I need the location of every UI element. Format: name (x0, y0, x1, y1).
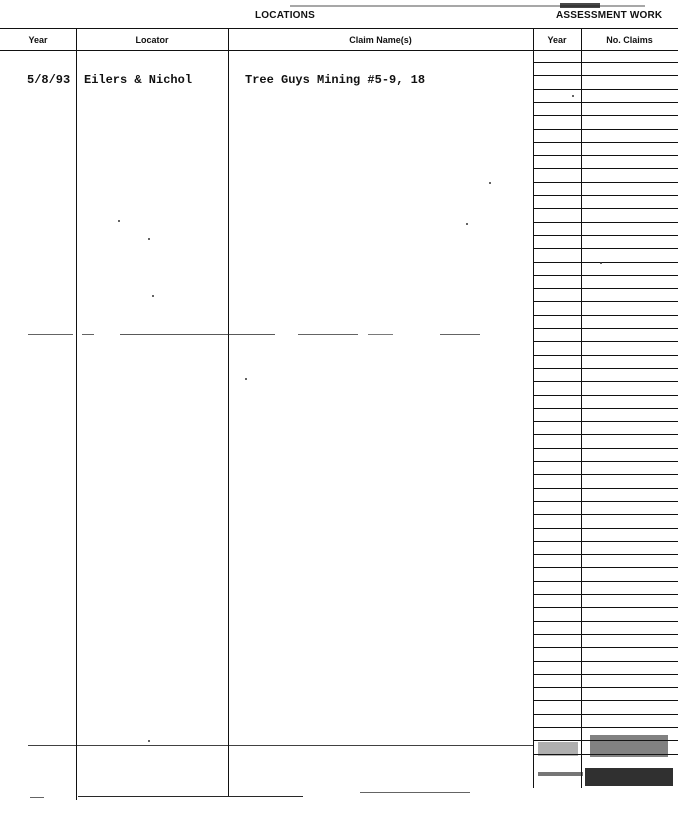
assessment-row-rule (533, 341, 678, 342)
scan-speck (600, 262, 602, 264)
assessment-work-grid (533, 52, 678, 792)
assessment-row-rule (533, 195, 678, 196)
assessment-row-rule (533, 62, 678, 63)
scan-blotch (590, 735, 668, 757)
assessment-row-rule (533, 621, 678, 622)
locations-section-title: LOCATIONS (255, 10, 315, 21)
assessment-row-rule (533, 129, 678, 130)
fold-line (82, 334, 94, 335)
assessment-row-rule (533, 381, 678, 382)
scan-speck (245, 378, 247, 380)
assessment-row-rule (533, 89, 678, 90)
scan-blotch (538, 742, 578, 756)
assessment-row-rule (533, 315, 678, 316)
fold-line (368, 334, 393, 335)
assessment-row-rule (533, 661, 678, 662)
scan-artifact (560, 3, 600, 8)
scan-blotch (538, 772, 583, 776)
assessment-row-rule (533, 288, 678, 289)
assessment-row-rule (533, 301, 678, 302)
column-header-year: Year (28, 35, 48, 45)
assessment-row-rule (533, 594, 678, 595)
scan-speck (118, 220, 120, 222)
fold-line (28, 334, 73, 335)
assessment-row-rule (533, 102, 678, 103)
assessment-row-rule (533, 182, 678, 183)
column-header-claim-names: Claim Name(s) (349, 35, 412, 45)
bottom-border (78, 796, 303, 797)
assessment-row-rule (533, 567, 678, 568)
bottom-border-dash (360, 792, 470, 793)
assessment-row-rule (533, 142, 678, 143)
assessment-row-rule (533, 168, 678, 169)
scan-speck (148, 740, 150, 742)
assessment-row-rule (533, 115, 678, 116)
scan-speck (489, 182, 491, 184)
column-divider-year-locator (76, 28, 77, 800)
scan-speck (466, 223, 468, 225)
assessment-row-rule (533, 262, 678, 263)
header-top-border (0, 28, 678, 29)
assessment-row-rule (533, 714, 678, 715)
assessment-row-rule (533, 474, 678, 475)
row-1-locator: Eilers & Nichol (84, 73, 193, 87)
assessment-row-rule (533, 727, 678, 728)
fold-line (440, 334, 480, 335)
assessment-row-rule (533, 448, 678, 449)
assessment-row-rule (533, 235, 678, 236)
header-bottom-border (0, 50, 678, 51)
assessment-row-rule (533, 75, 678, 76)
column-header-locator: Locator (135, 35, 169, 45)
assessment-row-rule (533, 700, 678, 701)
column-header-assessment-year: Year (547, 35, 567, 45)
assessment-row-rule (533, 222, 678, 223)
assessment-row-rule (533, 421, 678, 422)
row-1-claim-names: Tree Guys Mining #5-9, 18 (245, 73, 426, 87)
fold-line (120, 334, 275, 335)
assessment-row-rule (533, 248, 678, 249)
lower-separator (28, 745, 533, 746)
scan-speck (572, 95, 574, 97)
scan-artifact (30, 797, 44, 798)
assessment-row-rule (533, 408, 678, 409)
assessment-row-rule (533, 501, 678, 502)
assessment-row-rule (533, 581, 678, 582)
assessment-row-rule (533, 528, 678, 529)
assessment-row-rule (533, 275, 678, 276)
scan-blotch (585, 768, 673, 786)
row-1-year: 5/8/93 (27, 73, 71, 87)
assessment-row-rule (533, 607, 678, 608)
assessment-row-rule (533, 368, 678, 369)
assessment-row-rule (533, 647, 678, 648)
assessment-row-rule (533, 395, 678, 396)
assessment-row-rule (533, 208, 678, 209)
assessment-row-rule (533, 514, 678, 515)
assessment-row-rule (533, 328, 678, 329)
column-divider-locator-claims (228, 28, 229, 796)
assessment-row-rule (533, 554, 678, 555)
assessment-row-rule (533, 541, 678, 542)
assessment-row-rule (533, 355, 678, 356)
column-header-no-claims: No. Claims (606, 35, 653, 45)
scan-speck (148, 238, 150, 240)
fold-line (298, 334, 358, 335)
assessment-row-rule (533, 155, 678, 156)
assessment-row-rule (533, 434, 678, 435)
assessment-row-rule (533, 687, 678, 688)
assessment-row-rule (533, 461, 678, 462)
assessment-row-rule (533, 674, 678, 675)
scan-speck (152, 295, 154, 297)
assessment-work-section-title: ASSESSMENT WORK (556, 10, 663, 21)
assessment-row-rule (533, 634, 678, 635)
assessment-row-rule (533, 488, 678, 489)
